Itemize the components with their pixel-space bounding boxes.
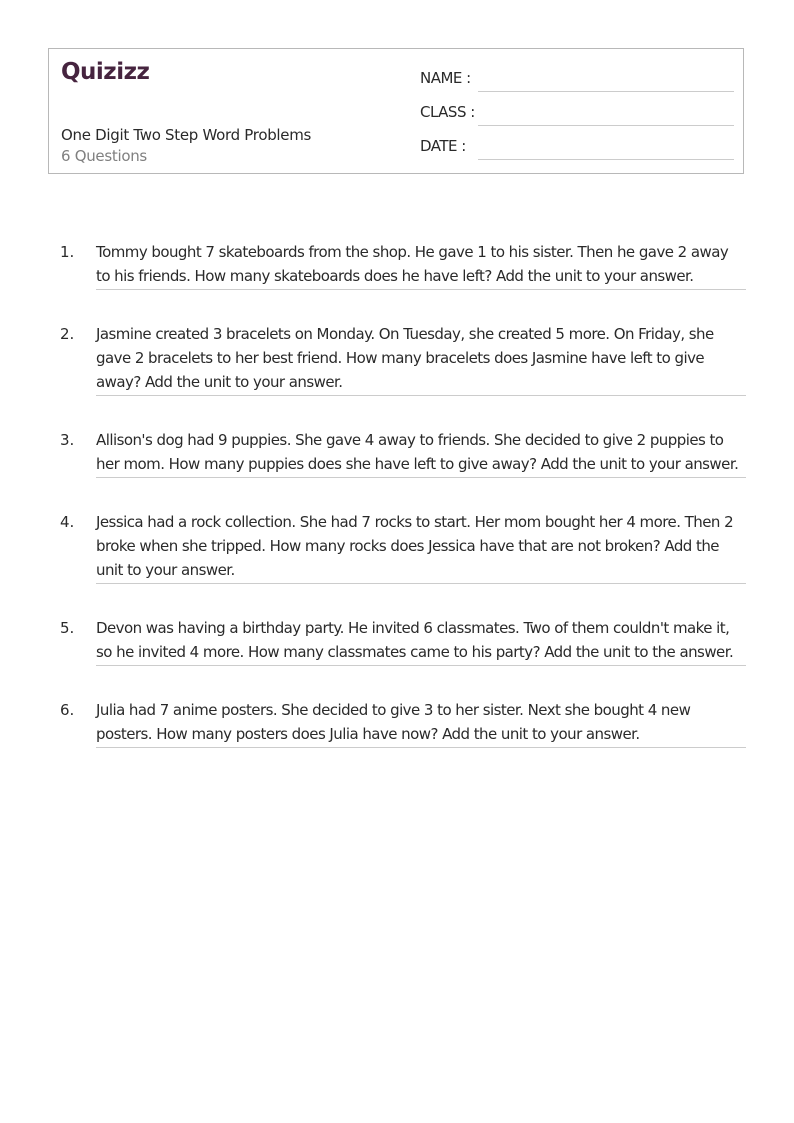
worksheet-title: One Digit Two Step Word Problems [61, 126, 312, 144]
question-text: Allison's dog had 9 puppies. She gave 4 away to friends. She decided to give 2 puppies to her mom. How many puppies does she have left to give away? Add the unit to your answer. [96, 428, 746, 478]
name-field [420, 69, 734, 93]
question-text: Devon was having a birthday party. He invited 6 classmates. Two of them couldn't make it, so he invited 4 more. How many classmates came to his party? Add the unit to the answer. [96, 616, 746, 666]
question-3 [60, 428, 746, 478]
question-1 [60, 240, 746, 290]
question-number: 2. [60, 325, 75, 343]
question-number: 3. [60, 431, 75, 449]
worksheet-header [48, 48, 744, 174]
question-count: 6 Questions [61, 147, 147, 165]
class-label: CLASS : [420, 103, 475, 121]
question-text: Julia had 7 anime posters. She decided to give 3 to her sister. Next she bought 4 new posters. How many posters does Julia have now? Add the unit to your answer. [96, 698, 746, 748]
question-4 [60, 510, 746, 584]
question-number: 6. [60, 701, 75, 719]
question-5 [60, 616, 746, 666]
class-line[interactable] [478, 125, 734, 126]
question-text: Tommy bought 7 skateboards from the shop. He gave 1 to his sister. Then he gave 2 away to his friends. How many skateboards does he have left? Add the unit to your answer. [96, 240, 746, 290]
question-list [60, 240, 746, 780]
quizizz-logo: Quizizz [61, 59, 150, 85]
name-label: NAME : [420, 69, 471, 87]
date-field [420, 137, 734, 161]
date-label: DATE : [420, 137, 466, 155]
question-number: 4. [60, 513, 75, 531]
question-text: Jasmine created 3 bracelets on Monday. On Tuesday, she created 5 more. On Friday, she gave 2 bracelets to her best friend. How many bracelets does Jasmine have left to give away? Add the unit to your answer. [96, 322, 746, 396]
name-line[interactable] [478, 91, 734, 92]
question-text: Jessica had a rock collection. She had 7 rocks to start. Her mom bought her 4 more. Then 2 broke when she tripped. How many rocks does Jessica have that are not broken? Add the unit to your answer. [96, 510, 746, 584]
question-number: 5. [60, 619, 75, 637]
question-2 [60, 322, 746, 396]
date-line[interactable] [478, 159, 734, 160]
question-6 [60, 698, 746, 748]
class-field [420, 103, 734, 127]
question-number: 1. [60, 243, 75, 261]
